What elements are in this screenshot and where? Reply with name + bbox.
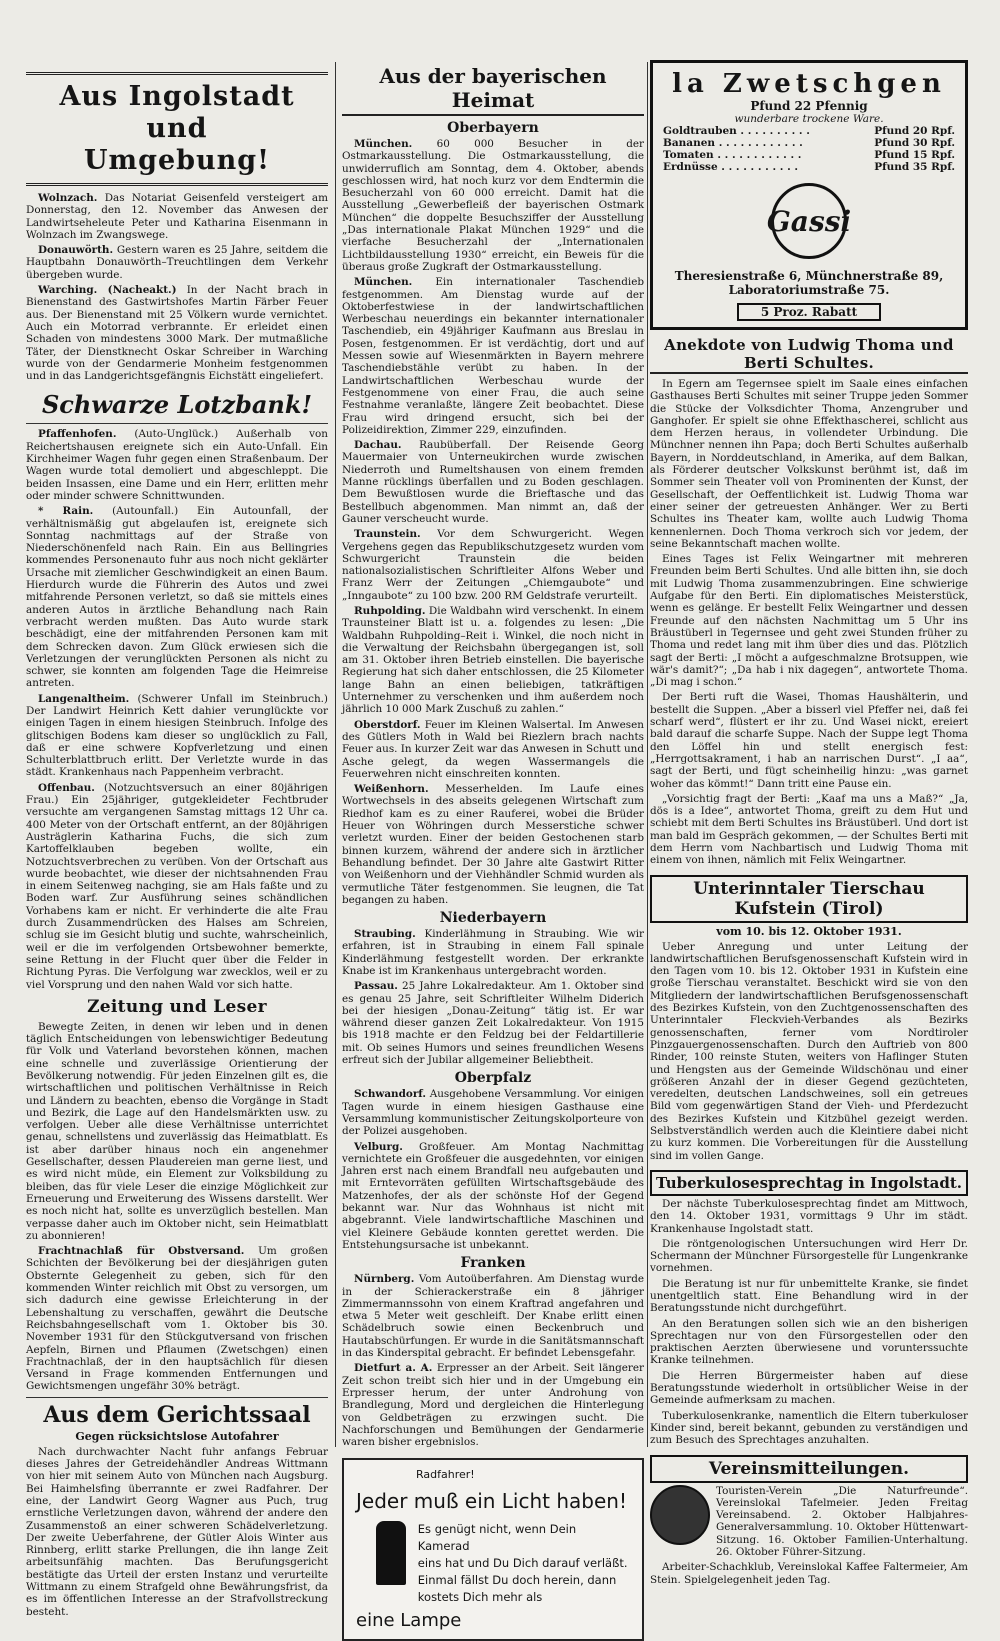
ad-address: Theresienstraße 6, Münchnerstraße 89,	[674, 269, 944, 283]
article: Die röntgenologischen Untersuchungen wird Herr Dr. Schermann der Münchner Fürsorgestelle für Lungenkranke vornehmen.	[650, 1237, 968, 1275]
tierschau-date: vom 10. bis 12. Oktober 1931.	[716, 924, 902, 938]
column-1	[26, 60, 328, 1618]
ad-line: Es genügt nicht, wenn Dein Kamerad	[417, 1522, 577, 1554]
ad-address: Laboratoriumstraße 75.	[728, 283, 890, 297]
ad-item: Goldtrauben . . . . . . . . . . Pfund 20 Rpf.	[663, 125, 955, 137]
article: München. Ein internationaler Taschendieb festgenommen. Am Dienstag wurde auf der Oktoberfestwiese in der landwirtschaftlichen Werbeschau neuerdings ein bekannter internationaler Taschendieb, ein 49jähriger Kaufmann aus Breslau in Posen, festgenommen. Er ist verdächtig, dort und auf Messen sowie auf Wiesenmärkten in Bayern mehrere Taschendiebstähle verübt zu haben. In der Landwirtschaftlichen Werbeschau wurde der Festgenommene von einer Frau, die auch seine Festnahme veranlaßte, längere Zeit beobachtet. Diese Frau wird dringend ersucht, sich bei der Polizeidirektion, Zimmer 229, einzufinden.	[342, 276, 644, 436]
club-notice	[650, 1485, 968, 1562]
article: Die Beratung ist nur für unbemittelte Kranke, sie findet unentgeltlich statt. Eine Behandlung wird in der Beratungsstunde nicht durchgeführt.	[650, 1277, 968, 1315]
article: Ueber Anregung und unter Leitung der landwirtschaftlichen Berufsgenossenschaft Kufstein wird in den Tagen vom 10. bis 12. Oktober 1931 in Kufstein eine große Tierschau veranstaltet. Beschickt wird sie von den Mitgliedern der landwirtschaftlichen Berufsgenossenschaft des Bezirkes Kufstein, von den Zuchtgenossenschaften des Unterinntaler Fleckvieh-Verbandes als Bezirks genossenschaften, ferner vom Nordtiroler Pinzgauergenossenschaften. Durch den Auftrieb von 800 Rinder, 100 reinste Stuten, weiters von Haflinger Stuten und Hengsten aus der Gemeinde Wildschönau und einer größeren Anzahl der in dieser Gegend gezüchteten, veredelten, deutschen Landschweines, soll ein getreues Bild vom gegenwärtigen Stand der Vieh- und Pferdezucht des Bezirkes Kufstein und Kitzbühel gezeigt werden. Selbstverständlich werden auch die Kleintiere dabei nicht zu kurz kommen. Die Vorbereitungen für die Ausstellung sind im vollen Gange.	[650, 940, 968, 1162]
ad-item: Tomaten . . . . . . . . . . . . Pfund 15 Rpf.	[663, 149, 955, 161]
region-heading: Oberpfalz	[454, 1070, 532, 1087]
article: An den Beratungen sollen sich wie an den bisherigen Sprechtagen nur von den Fürsorgestellen oder den praktischen Aerzten überwiesene und vorunterssuchte Kranke teilnehmen.	[650, 1317, 968, 1367]
ad-line: eins hat und Du Dich darauf verläßt.	[417, 1556, 628, 1571]
ad-label: Radfahrer!	[416, 1468, 475, 1482]
ad-title: la Zwetschgen	[672, 69, 946, 99]
article: Straubing. Kinderlähmung in Straubing. Wie wir erfahren, ist in Straubing in einem Fall spinale Kinderlähmung festgestellt worden. Der erkrankte Knabe ist im Krankenhaus untergebracht worden.	[342, 928, 644, 977]
heading-zeitung: Zeitung und Leser	[87, 996, 267, 1017]
article: Passau. 25 Jahre Lokalredakteur. Am 1. Oktober sind es genau 25 Jahre, seit Schriftleiter Wilhelm Diderich bei der hiesigen „Donau-Zeitung“ tätig ist. Er war während dieser ganzen Zeit Lokalredakteur. Von 1915 bis 1918 machte er den Feldzug bei der Feldartillerie mit. Ob seines Humors und seines freundlichen Wesens erfreut sich der Jubilar allgemeiner Beliebtheit.	[342, 980, 644, 1067]
ad-price-list	[663, 125, 955, 173]
ad-line: kostets Dich mehr als	[417, 1590, 543, 1605]
article: München. 60 000 Besucher in der Ostmarkausstellung. Die Ostmarkausstellung, die unwiderruflich am Sonntag, dem 4. Oktober, abends geschlossen wird, hat noch kurz vor dem Endtermin die Besucherzahl von 60 000 erreicht. Damit hat die Ausstellung „Gewerbefleiß der bayerischen Ostmark München“ die doppelte Besuchsziffer der Ausstellung „Das internationale Plakat München 1929“ und die vierfache Besucherzahl der „Internationalen Lichtbildausstellung 1930“ erreicht, ein Beweis für die überaus große Zugkraft der Ostmarkausstellung.	[342, 138, 644, 273]
article: Oberstdorf. Feuer im Kleinen Walsertal. Im Anwesen des Gütlers Moth in Wald bei Riezlern brach nachts Feuer aus. In kurzer Zeit war das Anwesen in Schutt und Asche gelegt, da wegen Wassermangels die Feuerwehren nicht einschreiten konnten.	[342, 718, 644, 780]
article: Wolnzach. Das Notariat Geisenfeld versteigert am Donnerstag, den 12. November das Anwesen der Landwirtseheleute Peter und Katharina Eisenmann in Wolnzach im Zwangswege.	[26, 192, 328, 241]
ad-line: Einmal fällst Du doch herein, dann	[417, 1573, 617, 1588]
article: Nürnberg. Vom Autoüberfahren. Am Dienstag wurde in der Schierackerstraße ein 8 jähriger Zimmermannssohn von einem Kraftrad angefahren und etwa 5 Meter weit geschleift. Der Knabe erlitt einen Schädelbruch sowie einen Beckenbruch und Hautabschürfungen. Er wurde in die Sanitätsmannschaft in das Kinderspital gebracht. Er befindet Lebensgefahr.	[342, 1273, 645, 1360]
bicycle-light-ad	[342, 1458, 644, 1641]
article: Frachtnachlaß für Obstversand. Um großen Schichten der Bevölkerung bei der diesjährigen guten Obsternte Gelegenheit zu geben, sich für den kommenden Winter reichlich mit Obst zu versorgen, um sich dadurch eine gewisse Erleichterung in der Lebenshaltung zu verschaffen, gewährt die Deutsche Reichsbahngesellschaft vom 1. Oktober bis 30. November 1931 für den Stückgutversand von frischen Aepfeln, Birnen und Pflaumen (Zwetschgen) einen Frachtnachlaß, der in den hauptsächlich für diesen Versand in Frage kommenden Entfernungen und Gewichtsmengen ungefähr 30% beträgt.	[26, 1245, 328, 1393]
article: Offenbau. (Notzuchtsversuch an einer 80jährigen Frau.) Ein 25jähriger, gutgekleideter Fechtbruder versuchte am vergangenen Samstag mittags 12 Uhr ca. 400 Meter von der Ortschaft entfernt, an der 80jährigen Austräglerin Katharina Fuchs, die sich zum Kartoffelklauben begeben wollte, ein Notzuchtsverbrechen zu verüben. Von der Ortschaft aus wurde beobachtet, wie dieser der nichtsahnenden Frau in einem Seitenweg nachging, sie am Hals faßte und zu Boden warf. Zur Ausführung seines schändlichen Vorhabens kam er nicht. Er verhinderte die alte Frau durch Zusammendrücken des Halses am Schreien, schlug sie im Gesicht blutig und suchte, wahrscheinlich, weil er die im verfolgenden Ortsbewohner bemerkte, seine Rettung in der Flucht quer über die Felder in Richtung Pyras. Die Verfolgung war zwecklos, weil er zu viel Vorsprung und den nahen Wald vor sich hatte.	[26, 781, 328, 991]
subheading: Gegen rücksichtslose Autofahrer	[75, 1429, 279, 1443]
ad-item: Erdnüsse . . . . . . . . . . . Pfund 35 Rpf.	[663, 161, 955, 173]
article: Touristen-Verein „Die Naturfreunde“. Vereinslokal Tafelmeier. Jeden Freitag Vereinsabend. 2. Oktober Halbjahres-Generalversammlung. 10. Oktober Hüttenwart-Sitzung. 16. Oktober Familien-Unterhaltung. 26. Oktober Führer-Sitzung.	[716, 1484, 968, 1559]
article: * Rain. (Autounfall.) Ein Autounfall, der verhältnismäßig gut abgelaufen ist, ereignete sich Sonntag nachmittags auf der Straße von Niederschönenfeld nach Rain. Ein aus Bellingries kommendes Personenauto fuhr aus noch nicht geklärter Ursache mit ziemlicher Geschwindigkeit an einen Baum. Hierdurch wurde die Führerin des Autos und zwei mitfahrende Personen verletzt, so daß sie mittels eines anderen Autos in ärztliche Behandlung nach Rain verbracht werden mußten. Das Auto wurde stark beschädigt, eine der mitfahrenden Personen kam mit dem Schrecken davon. Zum Glück erwiesen sich die Verletzungen der verunglückten Personen als nicht zu schwer, sie konnten am folgenden Tage die Heimreise antreten.	[26, 505, 328, 690]
section-title-line2: Umgebung!	[83, 145, 271, 176]
lamp-icon	[376, 1521, 406, 1585]
article: Warching. (Nacheakt.) In der Nacht brach in Bienenstand des Gastwirtshofes Martin Färber Feuer aus. Der Bienenstand mit 25 Völkern wurde vernichtet. Auch ein Motorrad verbrannte. Er erleidet einen Schaden von mindestens 3000 Mark. Der mutmaßliche Täter, der Dienstknecht Oskar Schreiber in Warching wurde von der Gendarmerie Monheim festgenommen und in das Landgerichtsgefängnis Eichstätt eingeliefert.	[26, 284, 328, 383]
heading-gerichtssaal: Aus dem Gerichtssaal	[43, 1401, 311, 1428]
ad-price: Pfund 22 Pfennig	[750, 99, 868, 113]
article: Die Herren Bürgermeister haben auf diese Beratungsstunde wiederholt in ortsüblicher Weise in der Gemeinde aufmerksam zu machen.	[650, 1369, 968, 1407]
script-heading: Schwarze Lotzbank!	[26, 390, 328, 424]
heading-vereine: Vereinsmitteilungen.	[650, 1455, 968, 1483]
heading-tierschau: Unterinntaler Tierschau Kufstein (Tirol)	[650, 875, 968, 923]
heading-anekdote: Anekdote von Ludwig Thoma und Berti Schultes.	[650, 336, 968, 374]
region-heading: Oberbayern	[447, 120, 539, 136]
region-heading: Niederbayern	[439, 910, 547, 927]
heading-tuberkulose: Tuberkulosesprechtag in Ingolstadt.	[650, 1170, 968, 1196]
column-rule	[647, 62, 648, 1447]
article: Bewegte Zeiten, in denen wir leben und in denen täglich Entscheidungen von lebenswichtiger Bedeutung für Volk und Vaterland bevorstehen können, machen eine schnelle und zuverlässige Orientierung der Bevölkerung notwendig. Für jeden Einzelnen gilt es, die wirtschaftlichen und politischen Verhältnisse in Reich und Ländern zu beachten, ebenso die Vorgänge in Stadt und Bezirk, die Lage auf den Handelsmärkten usw. zu verfolgen. Ueber alle diese Verhältnisse unterrichtet genau, schnellstens und zuverlässig das Heimatblatt. Es ist aber darüber hinaus noch ein angenehmer Gesellschafter, dessen Plaudereien man gerne liest, und es wird nicht müde, ein Element zur Volksbildung zu bleiben, das für viele Leser die einzige Möglichkeit zur Erneuerung und Erweiterung des Wissens darstellt. Wer es noch nicht hat, sollte es unverzüglich bestellen. Man verpasse daher auch im Oktober nicht, sein Heimatblatt zu abonnieren!	[26, 1020, 328, 1242]
article: Eines Tages ist Felix Weingartner mit mehreren Freunden beim Berti Schultes. Und alle bitten ihn, sie doch mit Ludwig Thoma zusammenzubringen. Eine schwierige Aufgabe für den Berti. Ein diplomatisches Meisterstück, wenn es gelänge. Er bestellt Felix Weingartner und dessen Freunde auf den nächsten Nachmittag um 5 Uhr ins Bräustüberl in Tegernsee und geht zwei Stunden früher zu Thoma und redet lang mit ihm über dies und das. Plötzlich sagt der Berti: „I möcht a aufgeschmalzne Brotsuppen, wie wär's damit?“; „Da hab i nix dagegen“, antwortete Thoma. „Di mag i schon.“	[650, 553, 968, 689]
article: Traunstein. Vor dem Schwurgericht. Wegen Vergehens gegen das Republikschutzgesetz wurden vom Schwurgericht Traunstein die beiden nationalsozialistischen Schriftleiter Alfons Weber und Franz Werr der Zeitungen „Chiemgaubote“ und „Inngaubote“ zu 100 bzw. 200 RM Geldstrafe verurteilt.	[342, 528, 644, 602]
article: Der Berti ruft die Wasei, Thomas Haushälterin, und bestellt die Suppen. „Aber a bisserl viel Pfeffer nei, daß fei scharf werd“, flüstert er ihr zu. Und Wasei nickt, ereiert bald darauf die scharfe Suppe. Nach der Suppe legt Thoma den Löffel hin und stellt energisch fest: „Herrgottsakrament, i hab an narrischen Durst“. „I aa“, sagt der Berti, und fügt scheinheilig hinzu: „was garnet woher das kömmt!“ Dann tritt eine Pause ein.	[650, 691, 968, 790]
article: Dachau. Raubüberfall. Der Reisende Georg Mauermaier von Unterneukirchen wurde zwischen Niederroth und Rumeltshausen von einem fremden Manne rücklings überfallen und zu Boden geschlagen. Dem Bewußtlosen wurde die Brieftasche und das Bestellbuch abgenommen. Man nimmt an, daß der Gauner verscheucht wurde.	[342, 439, 644, 525]
article: Langenaltheim. (Schwerer Unfall im Steinbruch.) Der Landwirt Heinrich Kett dahier verunglückte vor einigen Tagen in einem hiesigen Steinbruch. Infolge des glitschigen Bodens kam dieser so unglücklich zu Fall, daß er eine schwere Kopfverletzung und einen Schulterblattbruch erlitt. Der Verletzte wurde in das städt. Krankenhaus nach Pappenheim verbracht.	[26, 692, 328, 779]
article: „Vorsichtig fragt der Berti: „Kaaf ma uns a Maß?“ „Ja, dös is a Idee“, antwortet Thoma, greift zu dem Hut und schiebt mit dem Berti Schultes ins Bräustüberl. Und dort ist man bald im Gespräch gekommen, — der Schultes Berti mit dem Herrn vom Nachbartisch und Ludwig Thoma mit einem von ihnen, nämlich mit Felix Weingartner.	[650, 792, 968, 867]
article: Arbeiter-Schachklub, Vereinslokal Kaffee Faltermeier, Am Stein. Spielgelegenheit jeden Tag.	[650, 1561, 968, 1586]
section-title: Aus der bayerischen Heimat	[342, 64, 644, 116]
ad-end: eine Lampe	[356, 1610, 462, 1632]
article: Tuberkulosenkranke, namentlich die Eltern tuberkuloser Kinder sind, bereit bekannt, gebunden zu verständigen und zum Besuch des Sprechtages anzuhalten.	[650, 1409, 968, 1447]
section-title-line1: Aus Ingolstadt und	[59, 81, 295, 144]
ad-headline: Jeder muß ein Licht haben!	[356, 1489, 627, 1514]
article: Velburg. Großfeuer. Am Montag Nachmittag vernichtete ein Großfeuer die ausgedehnten, vor einigen Jahren erst nach einem Brandfall neu aufgebauten und mit Erntevorräten gefüllten Wirtschaftsgebäude des Matzenhofes, der als der schönste Hof der Gegend bekannt war. Nur das Wohnhaus ist nicht mit abgebrannt. Viele landwirtschaftliche Maschinen und viel Kleinere Gebäude konnten gerettet werden. Die Entstehungsursache ist unbekannt.	[342, 1140, 644, 1251]
article: Pfaffenhofen. (Auto-Unglück.) Außerhalb von Reichertshausen ereignete sich ein Auto-Unfall. Ein Kirchheimer Wagen fuhr gegen einen Straßenbaum. Der Wagen wurde total demoliert und abgeschleppt. Die beiden Insassen, eine Dame und ein Herr, erlitten mehr oder minder schwere Schnittwunden.	[26, 428, 328, 502]
column-rule	[335, 62, 336, 1447]
section-title-box	[26, 72, 328, 186]
ad-item: Bananen . . . . . . . . . . . . Pfund 30 Rpf.	[663, 137, 955, 149]
article: Ruhpolding. Die Waldbahn wird verschenkt. In einem Traunsteiner Blatt ist u. a. folgendes zu lesen: „Die Waldbahn Ruhpolding–Reit i. Winkel, die noch nicht in die Verwaltung der Reichsbahn übergegangen ist, soll am 31. Oktober ihren Betrieb einstellen. Die bayerische Regierung hat sich daher entschlossen, die 25 Kilometer lange Bahn an einen beliebigen, tatkräftigen Unternehmer zu verschenken und ihm außerdem noch jährlich 10 000 Mark Zuschuß zu zahlen.“	[342, 604, 644, 716]
article: Dietfurt a. A. Erpresser an der Arbeit. Seit längerer Zeit schon treibt sich hier und in der Umgebung ein Erpresser herum, der unter Androhung von Brandlegung, Mord und dergleichen die Hinterlegung von Geldbeträgen zu erzwingen sucht. Die Nachforschungen und Bemühungen der Gendarmerie waren bisher ergebnislos.	[342, 1362, 644, 1449]
ad-sub: wunderbare trockene Ware.	[734, 113, 884, 125]
shop-logo: Gassi	[771, 183, 847, 259]
ad-discount: 5 Proz. Rabatt	[737, 303, 881, 321]
naturfreunde-emblem-icon	[650, 1485, 710, 1545]
article: Nach durchwachter Nacht fuhr anfangs Februar dieses Jahres der Getreidehändler Andreas Wittmann von hier mit seinem Auto von München nach Augsburg. Bei Haimhelsfing überrannte er zwei Radfahrer. Der eine, der Landwirt Georg Wagner aus Puch, trug ernstliche Verletzungen davon, während der andere den Zusammenstoß an einer schweren Schädelverletzung. Der zweite Ueberfahrene, der Gütler Alois Winter aus Rinnberg, erlitt starke Prellungen, die ihn lange Zeit arbeitsunfähig machten. Das Berufungsgericht bestätigte das Urteil der ersten Instanz und verurteilte Wittmann zu einem Strafgeld ohne Bewährungsfrist, da es im öffentlichen Interesse an der Strafvollstreckung besteht.	[26, 1445, 328, 1618]
article: Der nächste Tuberkulosesprechtag findet am Mittwoch, den 14. Oktober 1931, vormittags 9 Uhr im städt. Krankenhause Ingolstadt statt.	[650, 1197, 968, 1235]
fruit-ad	[650, 60, 968, 330]
region-heading: Franken	[460, 1255, 526, 1272]
column-3	[650, 60, 968, 1586]
article: In Egern am Tegernsee spielt im Saale eines einfachen Gasthauses Berti Schultes mit seiner Truppe jeden Sommer die Stücke der Volksdichter Thoma, Anzengruber und Ganghofer. Er spielt sie ohne Effekthascherei, schlicht aus dem Herzen heraus, in vollendeter Urbindung. Die Münchner nennen ihn Papa; doch Berti Schultes außerhalb Bayern, in Norddeutschland, in Amerika, auf dem Balkan, als Förderer deutscher Volkskunst berühmt ist, daß im Sommer sein Theater voll von Prominenten der Kunst, der Gesellschaft, der Oeffentlichkeit ist. Ludwig Thoma war einer seiner der getreuesten Anhänger. Wer zu Berti Schultes ins Theater kam, wollte auch Ludwig Thoma kennenlernen. Doch Thoma verkroch sich vor jedem, der seine Bekanntschaft machen wollte.	[650, 378, 968, 550]
article: Schwandorf. Ausgehobene Versammlung. Vor einigen Tagen wurde in einem hiesigen Gasthause eine Versammlung kommunistischer Zeitungskolporteure von der Polizei ausgehoben.	[342, 1088, 644, 1138]
article: Donauwörth. Gestern waren es 25 Jahre, seitdem die Hauptbahn Donauwörth–Treuchtlingen dem Verkehr übergeben wurde.	[26, 244, 328, 281]
article: Weißenhorn. Messerhelden. Im Laufe eines Wortwechsels in des abseits gelegenen Wirtschaft zum Riedhof kam es zu einer Rauferei, wobei die Brüder Heuer von Wöhringen durch Messerstiche schwer verletzt wurden. Einer der beiden Gestochenen starb binnen kurzem, während der andere sich in ärztlicher Behandlung befindet. Der 30 Jahre alte Gastwirt Ritter von Weißenhorn und der Viehhändler Schmid wurden als vermutliche Täter festgenommen. Sie leugnen, die Tat begangen zu haben.	[342, 783, 644, 906]
column-2	[342, 60, 645, 1632]
